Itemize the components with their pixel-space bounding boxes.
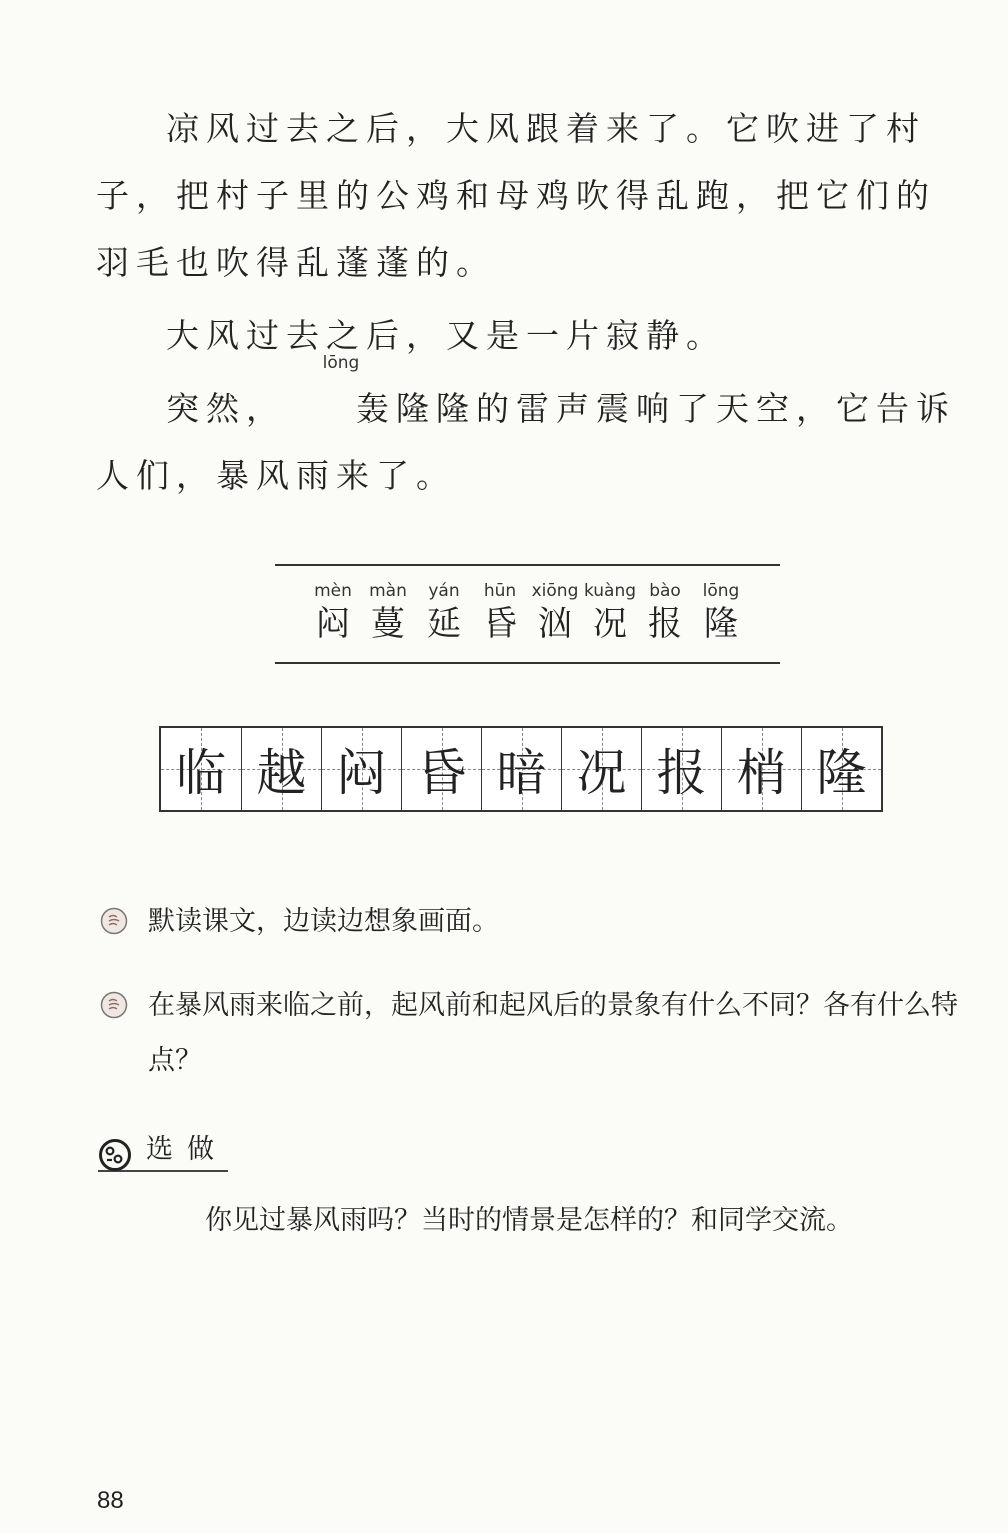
paragraph-3 [96, 353, 972, 509]
writing-cell [321, 728, 401, 810]
new-word [580, 580, 640, 646]
writing-char: 报 [656, 744, 707, 802]
question-bullet-icon [100, 907, 128, 935]
lesson-passage [96, 95, 972, 515]
new-word-pinyin: lōng [702, 581, 740, 601]
writing-cell [241, 728, 321, 810]
writing-char: 隆 [816, 744, 867, 802]
new-word-char: 报 [648, 604, 682, 644]
question-2 [100, 978, 970, 1088]
ruby-pinyin: lōng [322, 353, 360, 373]
writing-grid [159, 726, 883, 812]
optional-heading [98, 1134, 228, 1172]
writing-char: 越 [256, 744, 307, 802]
writing-cell [721, 728, 801, 810]
writing-cell [401, 728, 481, 810]
new-word [414, 580, 474, 646]
new-word-char: 汹 [538, 604, 572, 644]
new-word-pinyin: yán [428, 581, 460, 601]
new-word [635, 580, 695, 646]
ruby-character [286, 353, 396, 442]
new-word [303, 580, 363, 646]
new-word-pinyin: hūn [483, 581, 517, 601]
writing-char: 临 [176, 744, 226, 802]
new-word [525, 580, 585, 646]
new-word-pinyin: kuàng [583, 581, 637, 601]
new-word-pinyin: xiōng [531, 581, 579, 601]
question-bullet-icon [100, 991, 128, 1019]
question-1 [100, 894, 970, 949]
optional-task-text: 你见过暴风雨吗？当时的情景是怎样的？和同学交流。 [205, 1205, 853, 1236]
writing-char: 梢 [736, 744, 787, 802]
writing-char: 况 [576, 744, 627, 802]
page-number: 88 [97, 1487, 124, 1514]
new-word [470, 580, 530, 646]
new-word-char: 况 [593, 604, 627, 644]
new-word-char: 闷 [316, 604, 350, 644]
writing-cell [561, 728, 641, 810]
writing-cell [161, 728, 241, 810]
writing-char: 昏 [416, 744, 467, 802]
optional-label: 选做 [146, 1134, 228, 1165]
new-word-char: 隆 [704, 604, 738, 644]
writing-char: 暗 [496, 744, 547, 802]
question-text: 默读课文，边读边想象画面。 [148, 906, 499, 937]
paragraph-1: 凉风过去之后，大风跟着来了。它吹进了村子，把村子里的公鸡和母鸡吹得乱跑，把它们的羽毛也吹得乱蓬蓬的。 [96, 109, 936, 282]
new-word-pinyin: bào [649, 581, 681, 601]
new-word-char: 蔓 [371, 604, 405, 644]
writing-cell [801, 728, 881, 810]
paragraph-3-end: 隆隆的雷声震响了天空，它告诉人们，暴风雨来了。 [96, 389, 956, 495]
question-text: 在暴风雨来临之前，起风前和起风后的景象有什么不同？各有什么特点？ [148, 990, 958, 1076]
new-word-char: 延 [427, 604, 461, 644]
paragraph-3-start: 突然， [166, 389, 286, 428]
writing-cell [481, 728, 561, 810]
new-word [691, 580, 751, 646]
writing-cell [641, 728, 721, 810]
ruby-base: 轰 [356, 389, 396, 428]
optional-icon [98, 1138, 132, 1172]
new-words-box [275, 564, 780, 664]
writing-char: 闷 [336, 744, 387, 802]
new-word [358, 580, 418, 646]
new-word-pinyin: màn [369, 581, 407, 601]
paragraph-2: 大风过去之后，又是一片寂静。 [166, 316, 726, 355]
new-word-char: 昏 [483, 604, 517, 644]
new-word-pinyin: mèn [314, 581, 352, 601]
